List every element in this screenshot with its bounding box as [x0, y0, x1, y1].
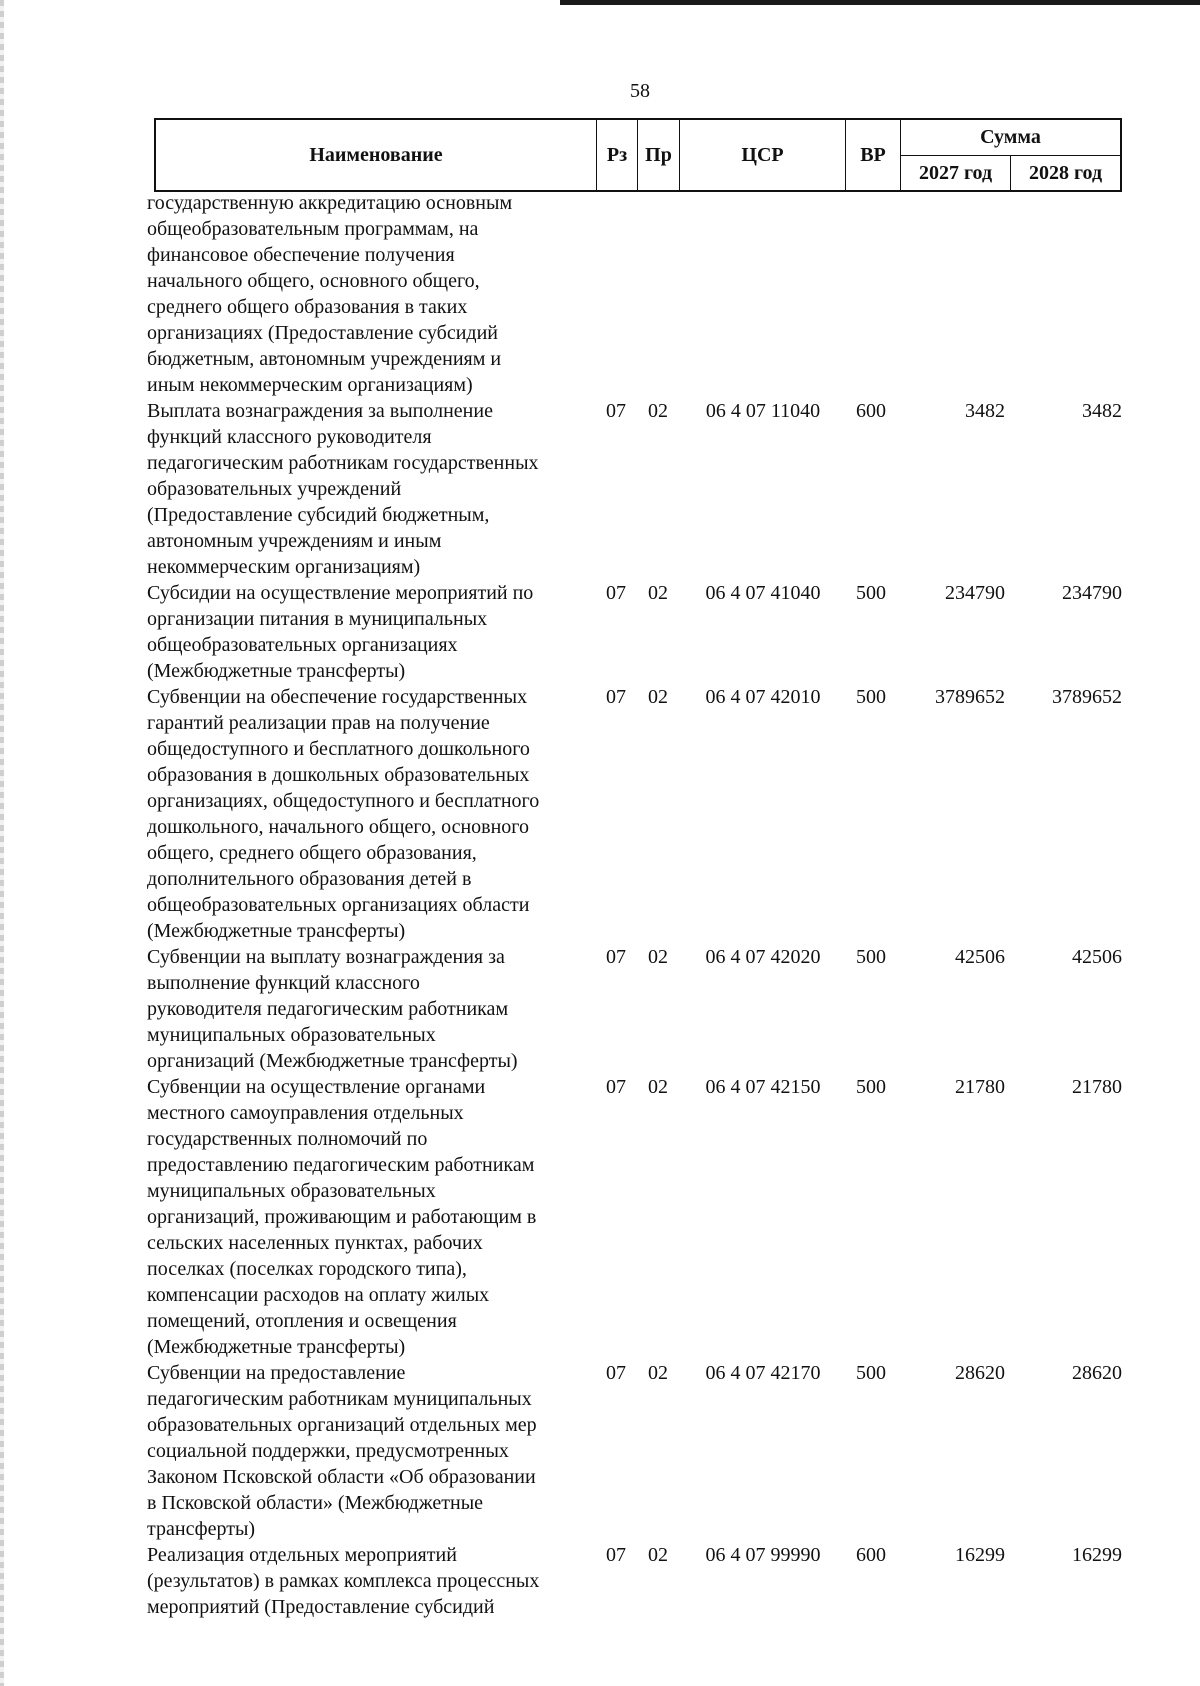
row-vr: 500 [856, 582, 886, 604]
row-sum-2027: 28620 [955, 1362, 1005, 1384]
row-pr: 02 [648, 1076, 668, 1098]
row-sum-2028: 3482 [1082, 400, 1122, 422]
row-pr: 02 [648, 582, 668, 604]
row-name: Субсидии на осуществление мероприятий по организации питания в муниципальных общеобразовательных организациях (Межбюджетные трансферты) [147, 582, 534, 682]
header-name: Наименование [156, 120, 597, 190]
header-csr: ЦСР [680, 120, 846, 190]
row-sum-2027: 3789652 [935, 686, 1005, 708]
row-csr: 06 4 07 42010 [705, 686, 821, 708]
row-rz: 07 [606, 1076, 626, 1098]
header-year-2028: 2028 год [1028, 161, 1103, 184]
row-name: Субвенции на обеспечение государственных гарантий реализации прав на получение общедоступного и бесплатного дошкольного образования в дошкольных образовательных организациях, общедоступного и бесплатного дошкольного, начального общего, основного общего, среднего общего образования, дополнительного образования детей в общеобразовательных организациях области (Межбюджетные трансферты) [147, 686, 540, 942]
scan-left-edge [0, 0, 4, 1686]
row-vr: 500 [856, 1076, 886, 1098]
row-name: государственную аккредитацию основным общеобразовательным программам, на финансовое обеспечение получения начального общего, основного общего, среднего общего образования в таких организациях (Предоставление субсидий бюджетным, автономным учреждениям и иным некоммерческим организациям) [147, 192, 513, 396]
header-sum: Сумма [901, 120, 1120, 156]
row-csr: 06 4 07 11040 [705, 400, 821, 422]
row-sum-2027: 3482 [965, 400, 1005, 422]
header-pr: Пр [638, 120, 680, 190]
row-csr: 06 4 07 41040 [705, 582, 821, 604]
scan-edge-strip [560, 0, 1200, 5]
row-vr: 500 [856, 946, 886, 968]
row-sum-2028: 21780 [1072, 1076, 1122, 1098]
header-vr: ВР [846, 120, 901, 190]
row-rz: 07 [606, 946, 626, 968]
header-rz: Рз [597, 120, 638, 190]
header-year-2027: 2027 год [901, 156, 1011, 190]
table-header [154, 118, 1122, 192]
row-pr: 02 [648, 400, 668, 422]
row-vr: 500 [856, 1362, 886, 1384]
row-sum-2027: 42506 [955, 946, 1005, 968]
row-rz: 07 [606, 686, 626, 708]
header-sum-group [901, 120, 1120, 190]
row-vr: 500 [856, 686, 886, 708]
row-name: Реализация отдельных мероприятий (результатов) в рамках комплекса процессных мероприятий (Предоставление субсидий [147, 1544, 540, 1618]
row-name: Субвенции на предоставление педагогическим работникам муниципальных образовательных организаций отдельных мер социальной поддержки, предусмотренных Законом Псковской области «Об образовании в Псковской области» (Межбюджетные трансферты) [147, 1362, 537, 1540]
row-sum-2028: 28620 [1072, 1362, 1122, 1384]
row-rz: 07 [606, 400, 626, 422]
page-number: 58 [630, 80, 650, 102]
row-name: Субвенции на осуществление органами местного самоуправления отдельных государственных полномочий по предоставлению педагогическим работникам муниципальных образовательных организаций, проживающим и работающим в сельских населенных пунктах, рабочих поселках (поселках городского типа), компенсации расходов на оплату жилых помещений, отопления и освещения (Межбюджетные трансферты) [147, 1076, 537, 1358]
row-csr: 06 4 07 42150 [705, 1076, 821, 1098]
row-sum-2028: 234790 [1062, 582, 1122, 604]
row-sum-2028: 42506 [1072, 946, 1122, 968]
row-csr: 06 4 07 42020 [705, 946, 821, 968]
row-name: Субвенции на выплату вознаграждения за выполнение функций классного руководителя педагогическим работникам муниципальных образовательных организаций (Межбюджетные трансферты) [147, 946, 518, 1072]
row-pr: 02 [648, 1544, 668, 1566]
row-name: Выплата вознаграждения за выполнение функций классного руководителя педагогическим работникам государственных образовательных учреждений (Предоставление субсидий бюджетным, автономным учреждениям и иным некоммерческим организациям) [147, 400, 539, 578]
row-csr: 06 4 07 42170 [705, 1362, 821, 1384]
row-pr: 02 [648, 686, 668, 708]
row-sum-2027: 234790 [945, 582, 1005, 604]
row-sum-2027: 16299 [955, 1544, 1005, 1566]
row-sum-2028: 16299 [1072, 1544, 1122, 1566]
row-rz: 07 [606, 1544, 626, 1566]
row-pr: 02 [648, 1362, 668, 1384]
row-vr: 600 [856, 400, 886, 422]
row-pr: 02 [648, 946, 668, 968]
row-sum-2027: 21780 [955, 1076, 1005, 1098]
row-rz: 07 [606, 582, 626, 604]
row-vr: 600 [856, 1544, 886, 1566]
row-rz: 07 [606, 1362, 626, 1384]
row-csr: 06 4 07 99990 [705, 1544, 821, 1566]
row-sum-2028: 3789652 [1052, 686, 1122, 708]
